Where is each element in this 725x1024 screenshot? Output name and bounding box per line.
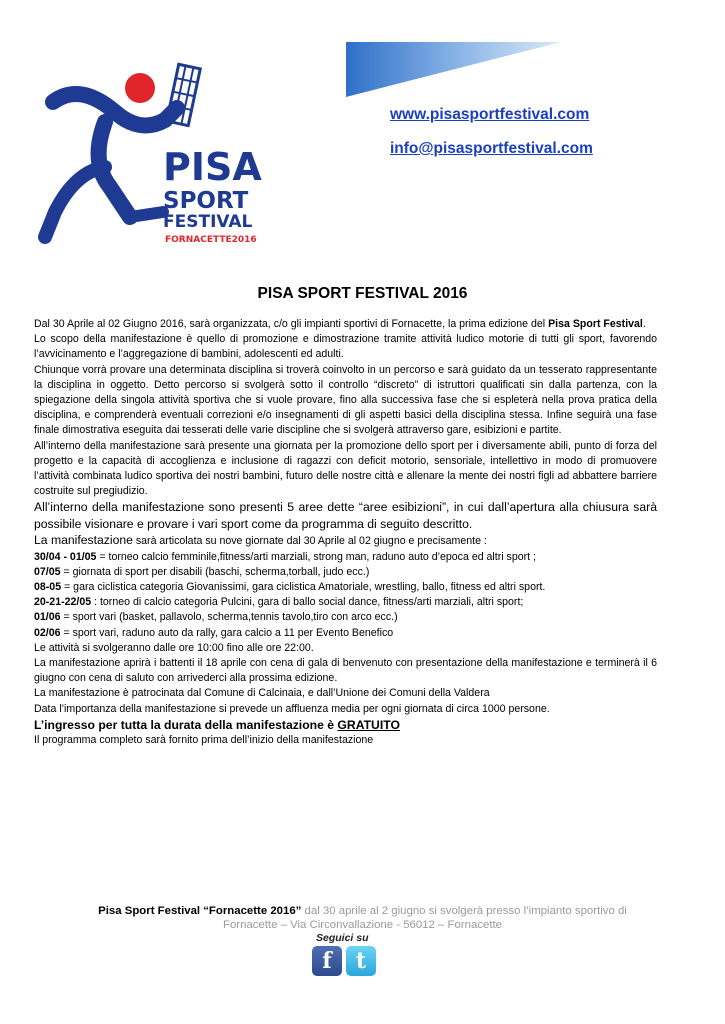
footer <box>0 904 725 932</box>
footer-info-line1: dal 30 aprile al 2 giugno si svolgerà presso l’impianto sportivo di <box>301 905 627 917</box>
schedule-item: 02/06 = sport vari, raduno auto da rally, gara calcio a 11 per Evento Benefico <box>34 626 394 639</box>
logo-festival: FESTIVAL <box>163 212 253 232</box>
schedule-item: 01/06 = sport vari (basket, pallavolo, scherma,tennis tavolo,tiro con arco ecc.) <box>34 611 398 624</box>
paragraph-opening: La manifestazione aprirà i battenti il 18 aprile con cena di gala di benvenuto con presentazione della manifestazione e terminerà il 6 giugno con cena di saluto con arrivederci alla prossima edizione. <box>34 657 657 685</box>
paragraph-purpose: Lo scopo della manifestazione è quello di promozione e dimostrazione tramite attività ludico motorie di tutti gli sport, favorendo l’avvicinamento e l’aggregazione di bambini, adolescenti ed adulti. <box>34 333 657 361</box>
schedule-item: 30/04 - 01/05 = torneo calcio femminile,fitness/arti marziali, strong man, raduno auto d’epoca ed altri sport ; <box>34 550 536 563</box>
paragraph-inclusion: All’interno della manifestazione sarà presente una giornata per la promozione dello sport per i diversamente abili, punto di forza del progetto e la capacità di accoglienza e inclusione di ragazzi con deficit motorio, sensoriale, intellettivo in modo di promuovere l’attività combinata ludico sportiva dei nostri bambini, futuro delle nostre città e allenare la mente dei nostri figli ad abbattere barriere costruite sul pregiudizio. <box>34 439 657 498</box>
page-title: PISA SPORT FESTIVAL 2016 <box>257 285 468 302</box>
schedule-list <box>34 550 657 641</box>
schedule-item: 08-05 = gara ciclistica categoria Giovanissimi, gara ciclistica Amatoriale, wrestling, ballo, fitness ed altri sport. <box>34 581 546 594</box>
paragraph-attendance: Data l’importanza della manifestazione si prevede un affluenza media per ogni giornata di circa 1000 persone. <box>34 702 550 715</box>
paragraph-intro: Dal 30 Aprile al 02 Giugno 2016, sarà organizzata, c/o gli impianti sportivi di Fornacette, la prima edizione del Pisa Sport Festival. <box>34 318 646 330</box>
logo-sport: SPORT <box>163 188 249 214</box>
pisa-sport-festival-logo <box>35 62 265 252</box>
follow-us-label: Seguici su <box>316 932 369 944</box>
facebook-icon[interactable]: f <box>312 946 342 976</box>
footer-info-line2: Fornacette – Via Circonvallazione - 56012 – Fornacette <box>222 919 503 931</box>
schedule-item: 07/05 = giornata di sport per disabili (baschi, scherma,torball, judo ecc.) <box>34 565 370 578</box>
footer-event-name: Pisa Sport Festival “Fornacette 2016” <box>98 905 302 917</box>
document-body <box>34 317 657 749</box>
paragraph-areas: All’interno della manifestazione sono presenti 5 aree dette “aree esibizioni”, in cui dall’apertura alla chiusura sarà possibile visionare e provare i vari sport come da programma di seguito descritto. <box>34 500 657 531</box>
header-banner <box>346 42 561 97</box>
paragraph-path: Chiunque vorrà provare una determinata disciplina si troverà coinvolto in un percorso e sarà guidato da un tesserato rappresentante la disciplina in oggetto. Detto percorso si svolgerà sotto il controllo “discreto” di istruttori qualificati sin dalla partenza, con la spiegazione della singola attività sportiva che si vuole provare, fino alla successiva fase che si espleterà nella prova pratica della disciplina, e comprenderà eventuali correzioni e/o insegnamenti di gli aspetti basici della disciplina stessa. Infine seguirà una fase finale dimostrativa eseguita dai tesserati delle varie discipline che si svolgerà attraverso gare, esibizioni e partite. <box>34 363 657 437</box>
logo-pisa: PISA <box>163 145 262 189</box>
paragraph-free-entry: L’ingresso per tutta la durata della manifestazione è GRATUITO <box>34 717 400 732</box>
twitter-icon[interactable]: t <box>346 946 376 976</box>
paragraph-program: Il programma completo sarà fornito prima dell’inizio della manifestazione <box>34 734 374 747</box>
paragraph-hours: Le attività si svolgeranno dalle ore 10:00 fino alle ore 22:00. <box>34 641 314 654</box>
schedule-item: 20-21-22/05 : torneo di calcio categoria Pulcini, gara di ballo social dance, fitness/arti marziali, altri sport; <box>34 596 524 609</box>
website-link[interactable]: www.pisasportfestival.com <box>390 106 590 123</box>
logo-fornacette: FORNACETTE2016 <box>165 235 257 245</box>
email-link[interactable]: info@pisasportfestival.com <box>390 140 593 157</box>
paragraph-patronage: La manifestazione è patrocinata dal Comune di Calcinaia, e dall’Unione dei Comuni della Valdera <box>34 687 490 700</box>
paragraph-schedule-intro: La manifestazione sarà articolata su nove giornate dal 30 Aprile al 02 giugno e precisamente : <box>34 533 487 548</box>
